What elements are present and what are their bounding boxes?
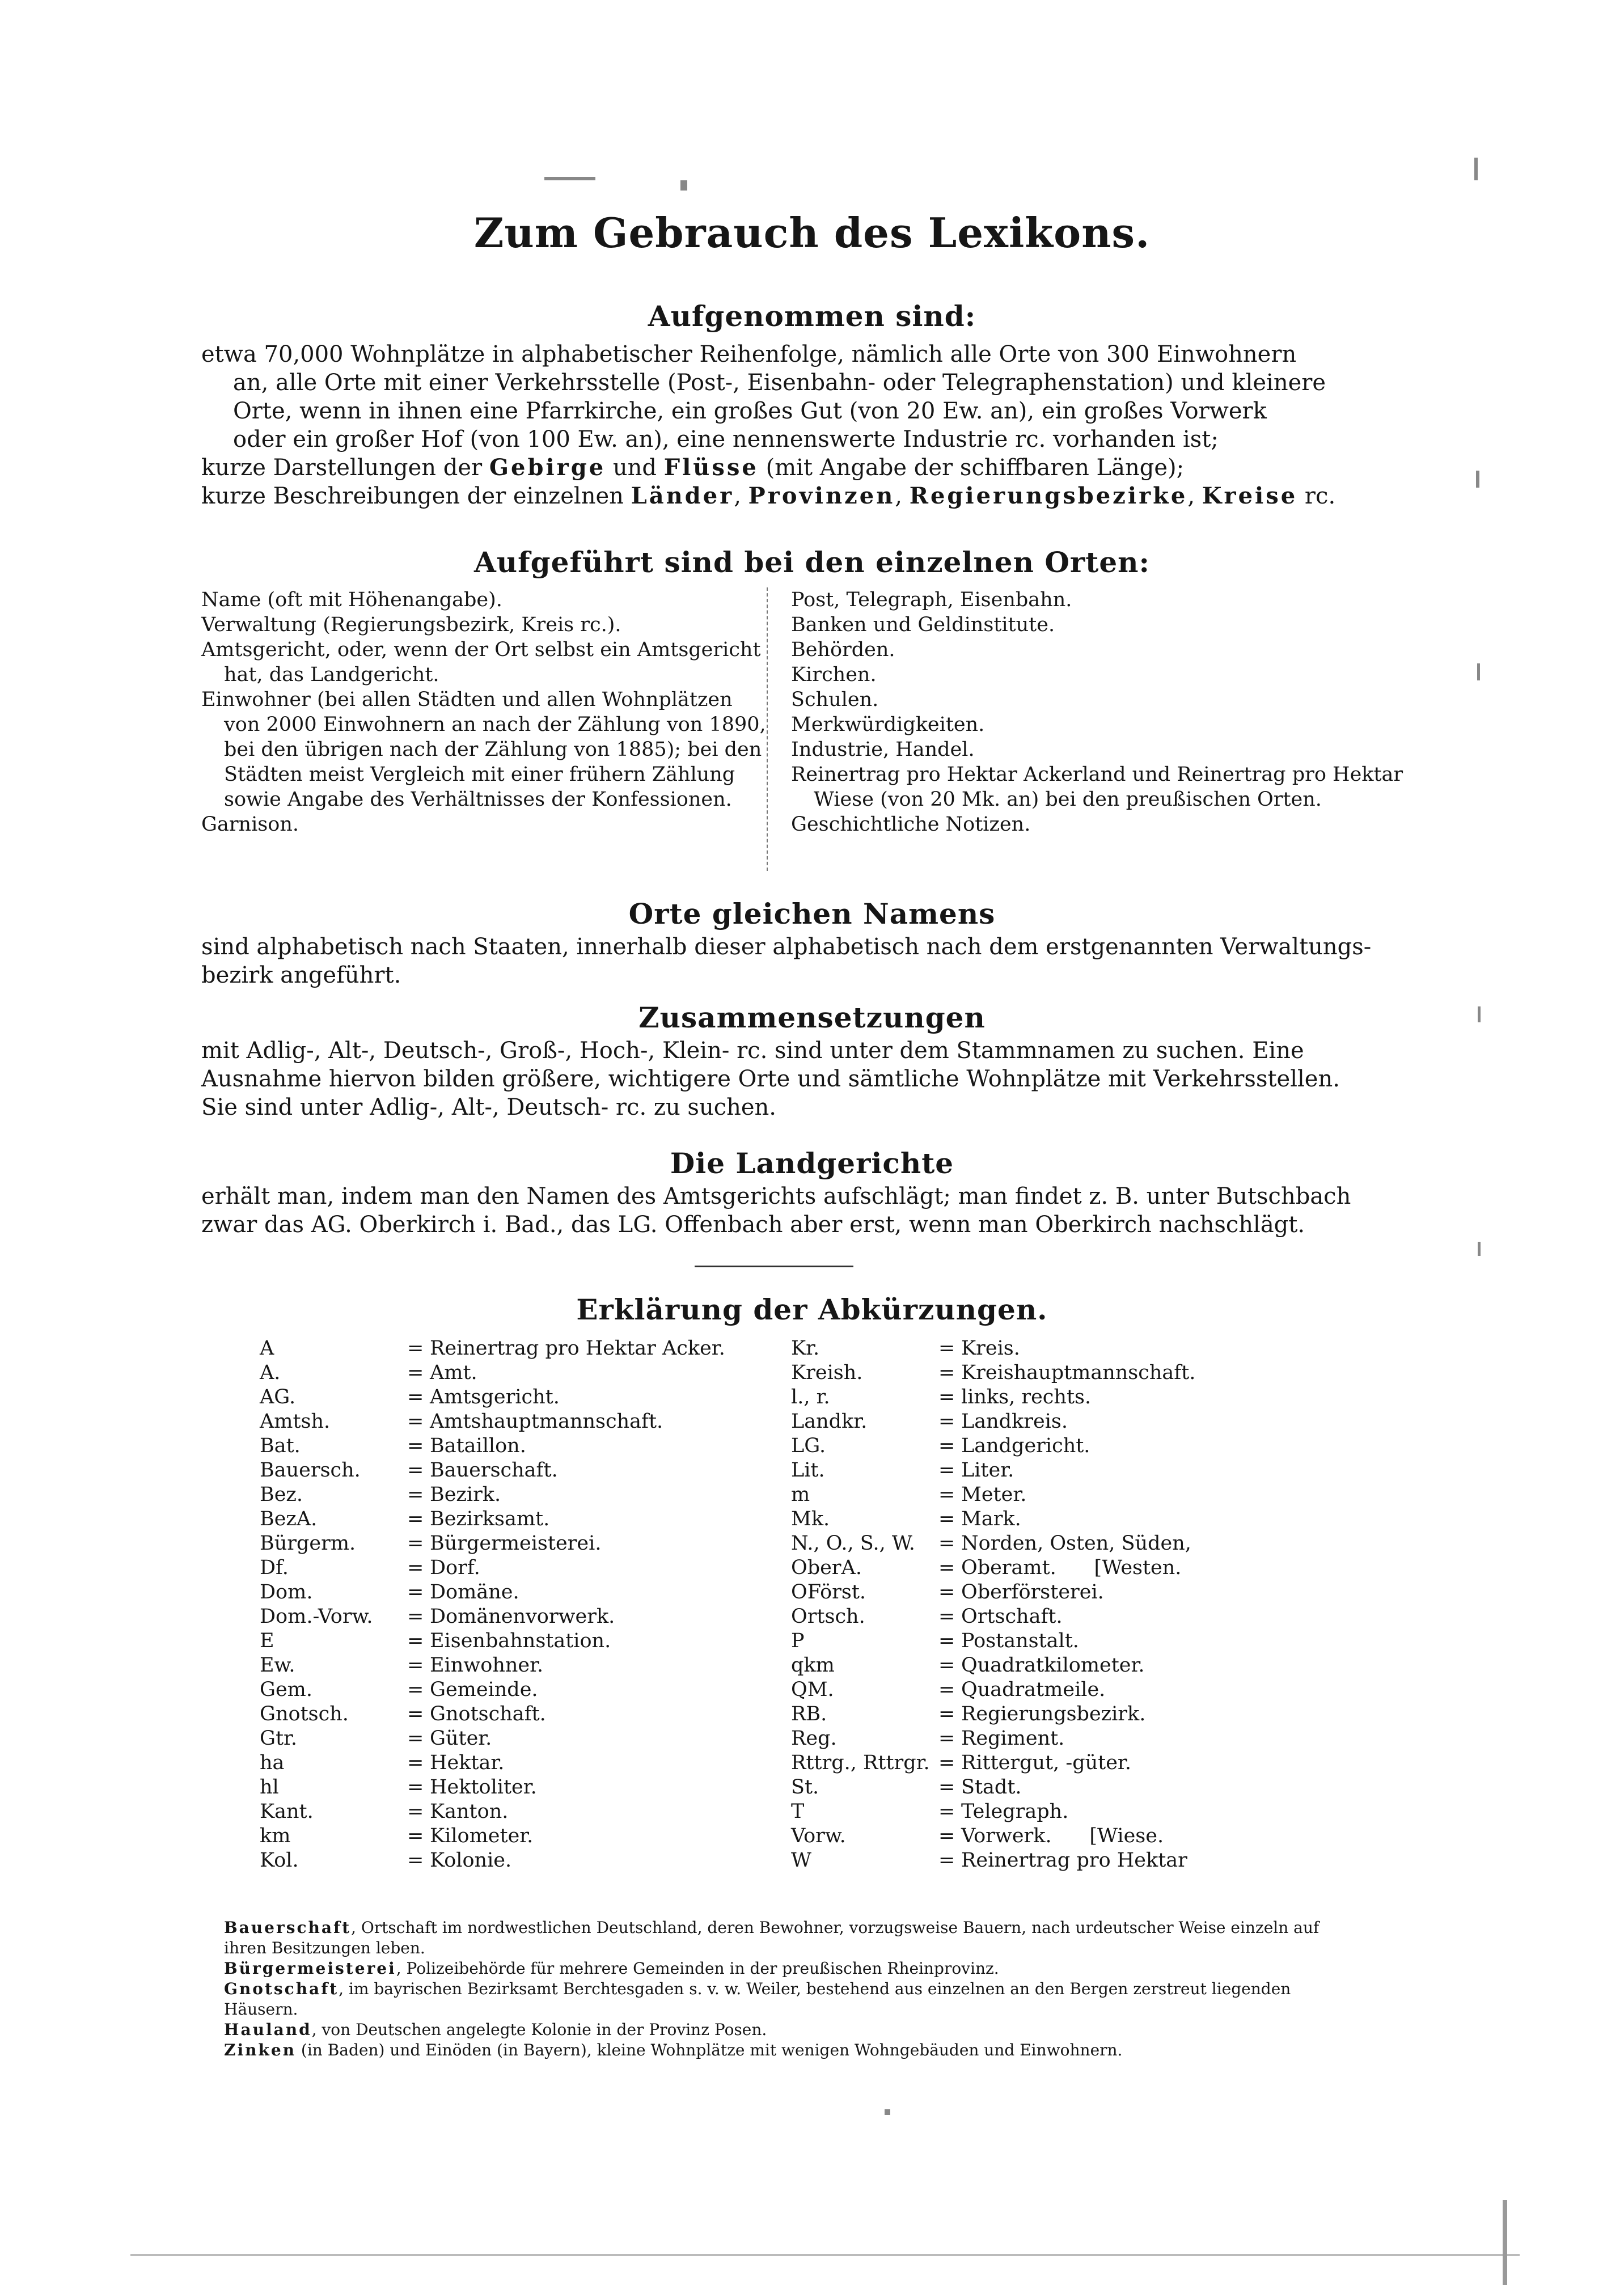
abbreviation-meaning: Bauerschaft.	[430, 1459, 558, 1482]
text-span: rc.	[1297, 483, 1336, 509]
equals-sign: =	[938, 1630, 955, 1652]
equals-sign: =	[938, 1581, 955, 1604]
abbreviation-row	[791, 1410, 1195, 1434]
abbreviation-term: Bürgerm.	[260, 1532, 356, 1555]
abbreviation-meaning: Dorf.	[430, 1556, 480, 1579]
abbreviation-term: P	[791, 1630, 805, 1652]
equals-sign: =	[407, 1556, 424, 1579]
abbreviation-term: Kant.	[260, 1800, 314, 1823]
text-span: kurze Darstellungen der	[201, 455, 489, 481]
abbreviation-meaning: Oberamt. [Westen.	[961, 1556, 1182, 1579]
equals-sign: =	[938, 1459, 955, 1482]
abbreviation-meaning: Reinertrag pro Hektar	[961, 1849, 1187, 1872]
footnotes	[201, 1918, 1335, 2061]
footnote	[201, 1918, 1335, 1958]
abbreviation-meaning: Kreis.	[961, 1337, 1020, 1360]
abbreviation-term: W	[791, 1849, 811, 1872]
abbreviation-meaning: Amtsgericht.	[430, 1386, 560, 1408]
text-line: Orte, wenn in ihnen eine Pfarrkirche, ein großes Gut (von 20 Ew. an), ein großes Vorwerk	[233, 398, 1267, 424]
text-span: Regierungsbezirke	[909, 483, 1188, 509]
section-aufgenommen-body	[201, 340, 1403, 510]
text-line: oder ein großer Hof (von 100 Ew. an), eine nennenswerte Industrie rc. vorhanden ist;	[233, 426, 1219, 452]
abbreviation-term: Rttrg., Rttrgr.	[791, 1752, 930, 1774]
abbreviation-row	[260, 1702, 725, 1727]
abbreviation-meaning: Postanstalt.	[961, 1630, 1079, 1652]
abbreviation-row	[260, 1775, 725, 1800]
footnote-term: Zinken	[224, 2041, 297, 2059]
section-heading-orte-gleichen-namens: Orte gleichen Namens	[628, 897, 996, 930]
scan-edge	[1503, 2200, 1507, 2285]
section-orte-body	[201, 933, 1403, 989]
abbreviation-row	[791, 1507, 1195, 1532]
text-line: etwa 70,000 Wohnplätze in alphabetischer Reihenfolge, nämlich alle Orte von 300 Einwohnern	[201, 341, 1297, 367]
equals-sign: =	[407, 1630, 424, 1652]
abbreviation-meaning: Meter.	[961, 1483, 1027, 1506]
text-line	[201, 482, 1403, 510]
equals-sign: =	[407, 1727, 424, 1750]
abbreviation-row	[791, 1483, 1195, 1507]
abbreviation-term: St.	[791, 1776, 819, 1799]
footnote-text: , Ortschaft im nordwestlichen Deutschland, deren Bewohner, vorzugsweise Bauern, nach urdeutscher Weise einzeln auf ihren Besitzungen leben.	[224, 1918, 1320, 1957]
text-line: mit Adlig-, Alt-, Deutsch-, Groß-, Hoch-, Klein- rc. sind unter dem Stammnamen zu suchen. Eine	[201, 1038, 1304, 1064]
equals-sign: =	[407, 1410, 424, 1433]
text-span: Flüsse	[663, 454, 759, 481]
text-span: ,	[895, 483, 910, 509]
equals-sign: =	[407, 1776, 424, 1799]
equals-sign: =	[938, 1752, 955, 1774]
section-divider-rule	[695, 1266, 853, 1267]
equals-sign: =	[407, 1337, 424, 1360]
equals-sign: =	[938, 1825, 955, 1847]
abbreviation-row	[791, 1800, 1195, 1824]
equals-sign: =	[938, 1532, 955, 1555]
abbreviation-meaning: Mark.	[961, 1508, 1021, 1530]
abbreviation-meaning: Ortschaft.	[961, 1605, 1063, 1628]
text-line: erhält man, indem man den Namen des Amtsgerichts aufschlägt; man findet z. B. unter Butschbach	[201, 1183, 1351, 1209]
equals-sign: =	[407, 1752, 424, 1774]
abbreviation-term: qkm	[791, 1654, 835, 1677]
abbreviation-meaning: Domäne.	[430, 1581, 519, 1604]
abbreviation-meaning: Oberförsterei.	[961, 1581, 1104, 1604]
abbreviation-meaning: Bezirk.	[430, 1483, 501, 1506]
equals-sign: =	[938, 1435, 955, 1457]
equals-sign: =	[407, 1605, 424, 1628]
scan-speck	[1478, 1242, 1481, 1256]
abbreviation-row	[260, 1848, 725, 1873]
list-item: Industrie, Handel.	[791, 738, 975, 761]
abbreviation-term: Dom.	[260, 1581, 313, 1604]
text-line: an, alle Orte mit einer Verkehrsstelle (Post-, Eisenbahn- oder Telegraphenstation) und kleinere	[233, 370, 1326, 396]
aufgefuehrt-left-column	[201, 587, 768, 837]
abbreviation-term: Gtr.	[260, 1727, 298, 1750]
abbreviation-row	[791, 1532, 1195, 1556]
abbreviation-term: QM.	[791, 1678, 834, 1701]
abbreviation-term: A	[260, 1337, 274, 1360]
section-heading-zusammensetzungen: Zusammensetzungen	[638, 1001, 986, 1034]
footnote-term: Gnotschaft	[224, 1979, 339, 1998]
abbreviation-meaning: Kolonie.	[430, 1849, 512, 1872]
abbreviation-meaning: Landkreis.	[961, 1410, 1068, 1433]
abbreviation-term: hl	[260, 1776, 279, 1799]
scan-speck	[885, 2109, 890, 2115]
abbreviation-meaning: Kanton.	[430, 1800, 509, 1823]
equals-sign: =	[407, 1361, 424, 1384]
abbreviation-term: Bat.	[260, 1435, 301, 1457]
abbreviation-meaning: Amtshauptmannschaft.	[430, 1410, 663, 1433]
abbreviation-term: Ortsch.	[791, 1605, 865, 1628]
text-span: und	[606, 455, 664, 481]
text-line: sind alphabetisch nach Staaten, innerhalb dieser alphabetisch nach dem erstgenannten Verwaltungs-	[201, 934, 1372, 960]
scan-speck	[1474, 158, 1478, 180]
abbreviation-term: AG.	[260, 1386, 296, 1408]
list-item: Merkwürdigkeiten.	[791, 713, 985, 736]
abbreviation-row	[791, 1556, 1195, 1580]
abbreviation-term: LG.	[791, 1435, 826, 1457]
page-title: Zum Gebrauch des Lexikons.	[473, 209, 1151, 257]
equals-sign: =	[938, 1556, 955, 1579]
abbreviation-row	[260, 1556, 725, 1580]
abbreviation-row	[260, 1605, 725, 1629]
section-heading-landgerichte: Die Landgerichte	[670, 1146, 954, 1180]
abbreviation-row	[260, 1532, 725, 1556]
abbreviation-row	[260, 1653, 725, 1678]
section-landgerichte-body	[201, 1182, 1403, 1239]
abbreviation-meaning: Rittergut, -güter.	[961, 1752, 1131, 1774]
equals-sign: =	[938, 1849, 955, 1872]
equals-sign: =	[407, 1825, 424, 1847]
abbreviation-meaning: Vorwerk. [Wiese.	[961, 1825, 1164, 1847]
abbreviation-row	[260, 1483, 725, 1507]
abbreviation-row	[260, 1629, 725, 1653]
abbreviation-meaning: Bürgermeisterei.	[430, 1532, 602, 1555]
abbreviation-meaning: Hektoliter.	[430, 1776, 537, 1799]
abbreviation-meaning: Amt.	[430, 1361, 477, 1384]
abbreviation-row	[260, 1410, 725, 1434]
abbreviation-row	[791, 1775, 1195, 1800]
abbreviation-row	[791, 1629, 1195, 1653]
abbreviation-row	[791, 1385, 1195, 1410]
section-heading-abkuerzungen: Erklärung der Abkürzungen.	[576, 1293, 1048, 1326]
section-heading-aufgenommen: Aufgenommen sind:	[648, 299, 976, 333]
abbreviation-meaning: Eisenbahnstation.	[430, 1630, 611, 1652]
abbreviation-row	[260, 1824, 725, 1848]
abbreviation-term: BezA.	[260, 1508, 318, 1530]
equals-sign: =	[407, 1459, 424, 1482]
equals-sign: =	[938, 1410, 955, 1433]
text-span: Provinzen	[748, 483, 895, 509]
abbreviation-meaning: Norden, Osten, Süden,	[961, 1532, 1191, 1555]
abbreviation-row	[260, 1507, 725, 1532]
abbreviation-meaning: Kilometer.	[430, 1825, 534, 1847]
text-span: Gebirge	[489, 454, 606, 481]
footnote-text: , Polizeibehörde für mehrere Gemeinden in der preußischen Rheinprovinz.	[396, 1959, 999, 1978]
footnote	[201, 2020, 1335, 2040]
abbreviation-term: Gem.	[260, 1678, 312, 1701]
equals-sign: =	[938, 1386, 955, 1408]
footnote	[201, 2040, 1335, 2061]
list-item: Behörden.	[791, 638, 895, 661]
abbreviation-row	[260, 1434, 725, 1458]
abbreviation-row	[260, 1727, 725, 1751]
equals-sign: =	[938, 1776, 955, 1799]
abbreviation-meaning: Bezirksamt.	[430, 1508, 550, 1530]
abbreviation-term: Lit.	[791, 1459, 825, 1482]
footnote-term: Hauland	[224, 2020, 312, 2039]
scan-speck	[1477, 663, 1480, 680]
abbreviation-row	[791, 1653, 1195, 1678]
abbreviation-row	[260, 1361, 725, 1385]
abbreviation-row	[791, 1751, 1195, 1775]
abbreviation-term: Vorw.	[791, 1825, 846, 1847]
text-span: kurze Beschreibungen der einzelnen	[201, 483, 631, 509]
abbreviation-term: m	[791, 1483, 810, 1506]
equals-sign: =	[407, 1678, 424, 1701]
abbreviation-meaning: Quadratkilometer.	[961, 1654, 1145, 1677]
abbreviation-meaning: Kreishauptmannschaft.	[961, 1361, 1196, 1384]
list-item: Einwohner (bei allen Städten und allen Wohnplätzen von 2000 Einwohnern an nach der Zählung von 1890, bei den übrigen nach der Zählung von 1885); bei den Städten meist Vergleich mit einer frühern Zählung sowie Angabe des Verhältnisses der Konfessionen.	[201, 688, 766, 811]
footnote-text: , im bayrischen Bezirksamt Berchtesgaden s. v. w. Weiler, bestehend aus einzelnen an den Bergen zerstreut liegenden Häusern.	[224, 1979, 1291, 2019]
text-line	[201, 454, 1403, 482]
equals-sign: =	[938, 1337, 955, 1360]
abbreviation-term: km	[260, 1825, 291, 1847]
abbreviations-right-column	[791, 1336, 1195, 1873]
abbreviations-left-column	[260, 1336, 725, 1873]
abbreviation-meaning: Domänenvorwerk.	[430, 1605, 615, 1628]
abbreviation-row	[791, 1434, 1195, 1458]
equals-sign: =	[407, 1800, 424, 1823]
abbreviation-term: OberA.	[791, 1556, 862, 1579]
abbreviation-term: Amtsh.	[260, 1410, 331, 1433]
text-span: Länder	[631, 483, 734, 509]
abbreviation-row	[791, 1702, 1195, 1727]
equals-sign: =	[407, 1508, 424, 1530]
abbreviation-row	[791, 1336, 1195, 1361]
abbreviation-term: E	[260, 1630, 274, 1652]
equals-sign: =	[938, 1800, 955, 1823]
list-item: Post, Telegraph, Eisenbahn.	[791, 589, 1072, 611]
abbreviation-row	[791, 1361, 1195, 1385]
equals-sign: =	[938, 1361, 955, 1384]
abbreviation-term: Mk.	[791, 1508, 830, 1530]
abbreviation-row	[791, 1727, 1195, 1751]
text-line: bezirk angeführt.	[201, 962, 401, 988]
equals-sign: =	[407, 1581, 424, 1604]
abbreviation-meaning: Regiment.	[961, 1727, 1065, 1750]
equals-sign: =	[938, 1483, 955, 1506]
text-span: (mit Angabe der schiffbaren Länge);	[758, 455, 1185, 481]
equals-sign: =	[938, 1654, 955, 1677]
abbreviation-term: l., r.	[791, 1386, 830, 1408]
text-line: Sie sind unter Adlig-, Alt-, Deutsch- rc. zu suchen.	[201, 1094, 777, 1120]
abbreviation-term: ha	[260, 1752, 285, 1774]
equals-sign: =	[938, 1508, 955, 1530]
list-item: Geschichtliche Notizen.	[791, 813, 1031, 836]
equals-sign: =	[938, 1678, 955, 1701]
abbreviation-term: RB.	[791, 1703, 827, 1725]
equals-sign: =	[407, 1532, 424, 1555]
list-item: Schulen.	[791, 688, 879, 711]
abbreviation-term: Landkr.	[791, 1410, 868, 1433]
scan-speck	[1476, 471, 1479, 488]
abbreviation-meaning: Quadratmeile.	[961, 1678, 1106, 1701]
footnote-text: , von Deutschen angelegte Kolonie in der Provinz Posen.	[311, 2020, 767, 2039]
abbreviation-row	[260, 1800, 725, 1824]
abbreviation-term: Kr.	[791, 1337, 820, 1360]
abbreviation-term: T	[791, 1800, 805, 1823]
abbreviation-term: Ew.	[260, 1654, 295, 1677]
text-line: Ausnahme hiervon bilden größere, wichtigere Orte und sämtliche Wohnplätze mit Verkehrsstellen.	[201, 1066, 1340, 1092]
footnote	[201, 1958, 1335, 1979]
footnote-text: (in Baden) und Einöden (in Bayern), kleine Wohnplätze mit wenigen Wohngebäuden und Einwohnern.	[296, 2041, 1123, 2059]
abbreviation-term: Kreish.	[791, 1361, 863, 1384]
list-item: Name (oft mit Höhenangabe).	[201, 589, 502, 611]
abbreviation-meaning: Reinertrag pro Hektar Acker.	[430, 1337, 725, 1360]
abbreviation-row	[260, 1336, 725, 1361]
footnote	[201, 1979, 1335, 2020]
section-zusammensetzungen-body	[201, 1036, 1403, 1122]
abbreviation-term: Kol.	[260, 1849, 299, 1872]
abbreviation-row	[791, 1580, 1195, 1605]
abbreviation-meaning: Bataillon.	[430, 1435, 526, 1457]
abbreviation-row	[260, 1751, 725, 1775]
equals-sign: =	[407, 1703, 424, 1725]
list-item: Kirchen.	[791, 663, 877, 686]
abbreviation-meaning: Gnotschaft.	[430, 1703, 546, 1725]
abbreviation-row	[791, 1605, 1195, 1629]
abbreviation-meaning: Landgericht.	[961, 1435, 1090, 1457]
list-item: Reinertrag pro Hektar Ackerland und Reinertrag pro Hektar Wiese (von 20 Mk. an) bei den preußischen Orten.	[791, 763, 1403, 811]
text-span: Kreise	[1202, 483, 1298, 509]
abbreviation-row	[260, 1385, 725, 1410]
scan-edge	[130, 2254, 1520, 2256]
scan-speck	[544, 177, 595, 180]
abbreviation-row	[260, 1580, 725, 1605]
abbreviation-row	[260, 1678, 725, 1702]
equals-sign: =	[407, 1386, 424, 1408]
abbreviation-meaning: Einwohner.	[430, 1654, 544, 1677]
abbreviation-meaning: Stadt.	[961, 1776, 1022, 1799]
abbreviation-term: OFörst.	[791, 1581, 866, 1604]
abbreviation-row	[791, 1678, 1195, 1702]
equals-sign: =	[407, 1849, 424, 1872]
equals-sign: =	[938, 1605, 955, 1628]
abbreviation-term: Dom.-Vorw.	[260, 1605, 373, 1628]
abbreviation-term: N., O., S., W.	[791, 1532, 915, 1555]
abbreviation-term: Gnotsch.	[260, 1703, 349, 1725]
footnote-term: Bürgermeisterei	[224, 1959, 396, 1978]
text-span: ,	[734, 483, 748, 509]
abbreviation-meaning: Telegraph.	[961, 1800, 1069, 1823]
aufgefuehrt-right-column	[791, 587, 1403, 837]
scan-speck	[680, 180, 687, 191]
equals-sign: =	[407, 1654, 424, 1677]
abbreviation-meaning: Güter.	[430, 1727, 492, 1750]
abbreviation-meaning: Liter.	[961, 1459, 1014, 1482]
abbreviation-row	[791, 1458, 1195, 1483]
equals-sign: =	[407, 1435, 424, 1457]
abbreviation-term: Bauersch.	[260, 1459, 361, 1482]
list-item: Banken und Geldinstitute.	[791, 614, 1055, 636]
list-item: Amtsgericht, oder, wenn der Ort selbst ein Amtsgericht hat, das Landgericht.	[201, 638, 761, 686]
text-span: ,	[1187, 483, 1202, 509]
list-item: Verwaltung (Regierungsbezirk, Kreis rc.).	[201, 614, 621, 636]
abbreviation-row	[260, 1458, 725, 1483]
scan-speck	[1478, 1006, 1481, 1022]
abbreviation-meaning: Hektar.	[430, 1752, 505, 1774]
equals-sign: =	[938, 1703, 955, 1725]
list-item: Garnison.	[201, 813, 299, 836]
section-heading-aufgefuehrt: Aufgeführt sind bei den einzelnen Orten:	[474, 545, 1150, 579]
footnote-term: Bauerschaft	[224, 1918, 352, 1937]
abbreviation-meaning: Regierungsbezirk.	[961, 1703, 1146, 1725]
text-line: zwar das AG. Oberkirch i. Bad., das LG. Offenbach aber erst, wenn man Oberkirch nachschlägt.	[201, 1212, 1305, 1238]
abbreviation-row	[791, 1848, 1195, 1873]
equals-sign: =	[938, 1727, 955, 1750]
abbreviation-term: Reg.	[791, 1727, 837, 1750]
abbreviation-meaning: links, rechts.	[961, 1386, 1092, 1408]
equals-sign: =	[407, 1483, 424, 1506]
abbreviation-term: Df.	[260, 1556, 289, 1579]
abbreviation-term: A.	[260, 1361, 281, 1384]
abbreviation-term: Bez.	[260, 1483, 303, 1506]
abbreviation-meaning: Gemeinde.	[430, 1678, 538, 1701]
abbreviation-row	[791, 1824, 1195, 1848]
